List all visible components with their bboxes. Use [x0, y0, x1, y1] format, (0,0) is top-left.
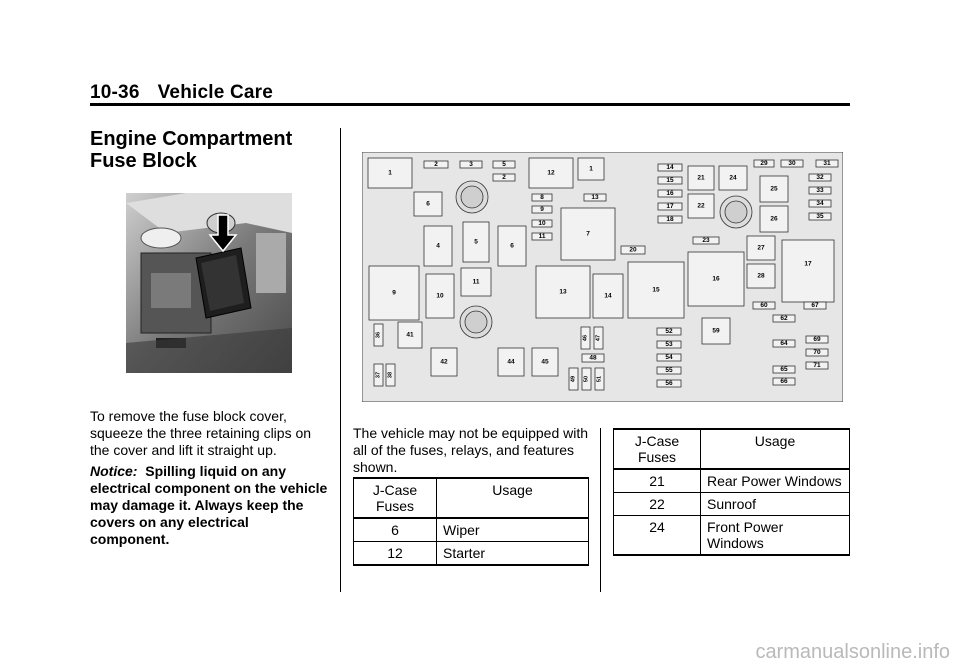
fuse-label: 11	[472, 278, 480, 286]
fuse-label: 45	[541, 358, 549, 366]
fuse-label: 29	[760, 160, 768, 167]
fuse-label: 18	[666, 216, 674, 223]
fuse-label: 44	[507, 358, 515, 366]
fuse-label: 51	[596, 375, 603, 383]
notice-text: Spilling liquid on any electrical component on the vehicle may damage it. Always keep the covers on any electrical component.	[90, 463, 328, 547]
fuse-label: 67	[811, 302, 819, 309]
fuse-label: 17	[804, 260, 812, 268]
fuse-label: 70	[813, 349, 821, 356]
fuse-label: 14	[666, 164, 674, 171]
table-row	[614, 469, 850, 493]
section-title: Vehicle Care	[157, 82, 274, 103]
table-header-row	[614, 429, 850, 469]
page-header	[90, 82, 273, 104]
watermark: carmanualsonline.info	[755, 641, 950, 663]
fuse-label: 22	[697, 202, 705, 210]
fuse-label: 16	[666, 190, 674, 197]
availability-text: The vehicle may not be equipped with all of the fuses, relays, and features shown.	[353, 425, 589, 475]
fuse-label: 20	[629, 246, 637, 254]
page-number: 10-36	[90, 82, 140, 103]
fuse-label: 41	[406, 331, 414, 339]
fuse-label: 55	[665, 367, 673, 374]
fuse-label: 64	[780, 340, 788, 347]
fuse-label: 3	[469, 161, 473, 168]
fuse-label: 5	[502, 161, 506, 168]
fuse-number: 12	[354, 542, 437, 566]
fuse-label: 13	[559, 288, 567, 296]
fuse-label: 46	[582, 334, 589, 342]
fuse-label: 53	[665, 341, 673, 348]
fuse-label: 17	[666, 203, 674, 210]
notice-label: Notice:	[90, 463, 138, 479]
fuse-label: 66	[780, 378, 788, 385]
fuse-label: 8	[540, 194, 544, 201]
fuse-label: 62	[780, 315, 788, 322]
table-row	[354, 518, 589, 542]
fuse-label: 24	[729, 174, 737, 182]
fuse-label: 42	[440, 358, 448, 366]
table-row	[354, 542, 589, 566]
table-header-usage: Usage	[701, 429, 850, 469]
fuse-label: 6	[426, 200, 430, 208]
fuse-label: 28	[757, 272, 765, 280]
table-row	[614, 493, 850, 516]
table-row	[614, 516, 850, 556]
fuse-label: 34	[816, 200, 824, 207]
fuse-label: 30	[788, 160, 796, 167]
fuse-label: 31	[823, 160, 831, 167]
fuse-number: 6	[354, 518, 437, 542]
column-divider-left	[340, 128, 341, 592]
fuse-label: 60	[760, 302, 768, 309]
fuse-number: 24	[614, 516, 701, 556]
fuse-label: 23	[702, 237, 710, 244]
table-header-fuse: J-Case Fuses	[614, 429, 701, 469]
column-divider-right	[600, 428, 601, 592]
fuse-label: 37	[375, 371, 382, 379]
fuse-label: 35	[816, 213, 824, 220]
fuse-label: 69	[813, 336, 821, 343]
fuse-label: 16	[712, 275, 720, 283]
fuse-label: 36	[375, 331, 382, 339]
notice-paragraph	[90, 463, 330, 548]
fuse-usage: Sunroof	[701, 493, 850, 516]
fuse-label: 32	[816, 174, 824, 181]
fuse-label: 9	[392, 289, 396, 297]
fuse-usage: Starter	[437, 542, 589, 566]
section-heading-line-2: Fuse Block	[90, 150, 197, 172]
table-header-usage: Usage	[437, 478, 589, 518]
fuse-label: 10	[436, 292, 444, 300]
fuse-label: 2	[502, 174, 506, 181]
fuse-label: 49	[570, 375, 577, 383]
section-heading	[90, 128, 292, 172]
fuse-label: 6	[510, 242, 514, 250]
fuse-label: 71	[813, 362, 821, 369]
fuse-label: 10	[538, 220, 546, 227]
fuse-number: 21	[614, 469, 701, 493]
section-heading-line-1: Engine Compartment	[90, 128, 293, 150]
engine-compartment-photo	[126, 193, 292, 373]
fuse-usage: Wiper	[437, 518, 589, 542]
fuse-label: 56	[665, 380, 673, 387]
header-rule	[90, 103, 850, 106]
cover-removal-text: To remove the fuse block cover, squeeze the three retaining clips on the cover and lift it straight up.	[90, 408, 312, 458]
fuse-label: 33	[816, 187, 824, 194]
fuse-label: 14	[604, 292, 612, 300]
fuse-label: 1	[388, 169, 392, 177]
fuse-label: 11	[538, 233, 546, 240]
fuse-label: 65	[780, 366, 788, 373]
fuse-label: 50	[583, 375, 590, 383]
fuse-label: 15	[652, 286, 660, 294]
fuse-label: 48	[589, 354, 597, 362]
fuse-number: 22	[614, 493, 701, 516]
fuse-label: 9	[540, 206, 544, 213]
fuse-label: 12	[547, 169, 555, 177]
fuse-label: 5	[474, 238, 478, 246]
fuse-label: 25	[770, 185, 778, 193]
fuse-label: 27	[757, 244, 765, 252]
table-header-fuse: J-Case Fuses	[354, 478, 437, 518]
fuse-table-1	[353, 477, 589, 566]
fuse-label: 15	[666, 177, 674, 184]
fuse-usage: Rear Power Windows	[701, 469, 850, 493]
fuse-block-diagram	[362, 152, 843, 402]
fuse-label: 21	[697, 174, 705, 182]
fuse-label: 2	[434, 161, 438, 168]
fuse-label: 59	[712, 327, 720, 335]
table-header-row	[354, 478, 589, 518]
fuse-label: 26	[770, 215, 778, 223]
fuse-label: 13	[591, 194, 599, 201]
fuse-label: 47	[595, 334, 602, 342]
fuse-label: 54	[665, 354, 673, 361]
fuse-label: 52	[665, 328, 673, 335]
fuse-label: 4	[436, 242, 440, 250]
fuse-label: 38	[387, 371, 394, 379]
fuse-table-2	[613, 428, 850, 556]
fuse-label: 1	[589, 165, 593, 173]
fuse-usage: Front Power Windows	[701, 516, 850, 556]
fuse-label: 7	[586, 230, 590, 238]
